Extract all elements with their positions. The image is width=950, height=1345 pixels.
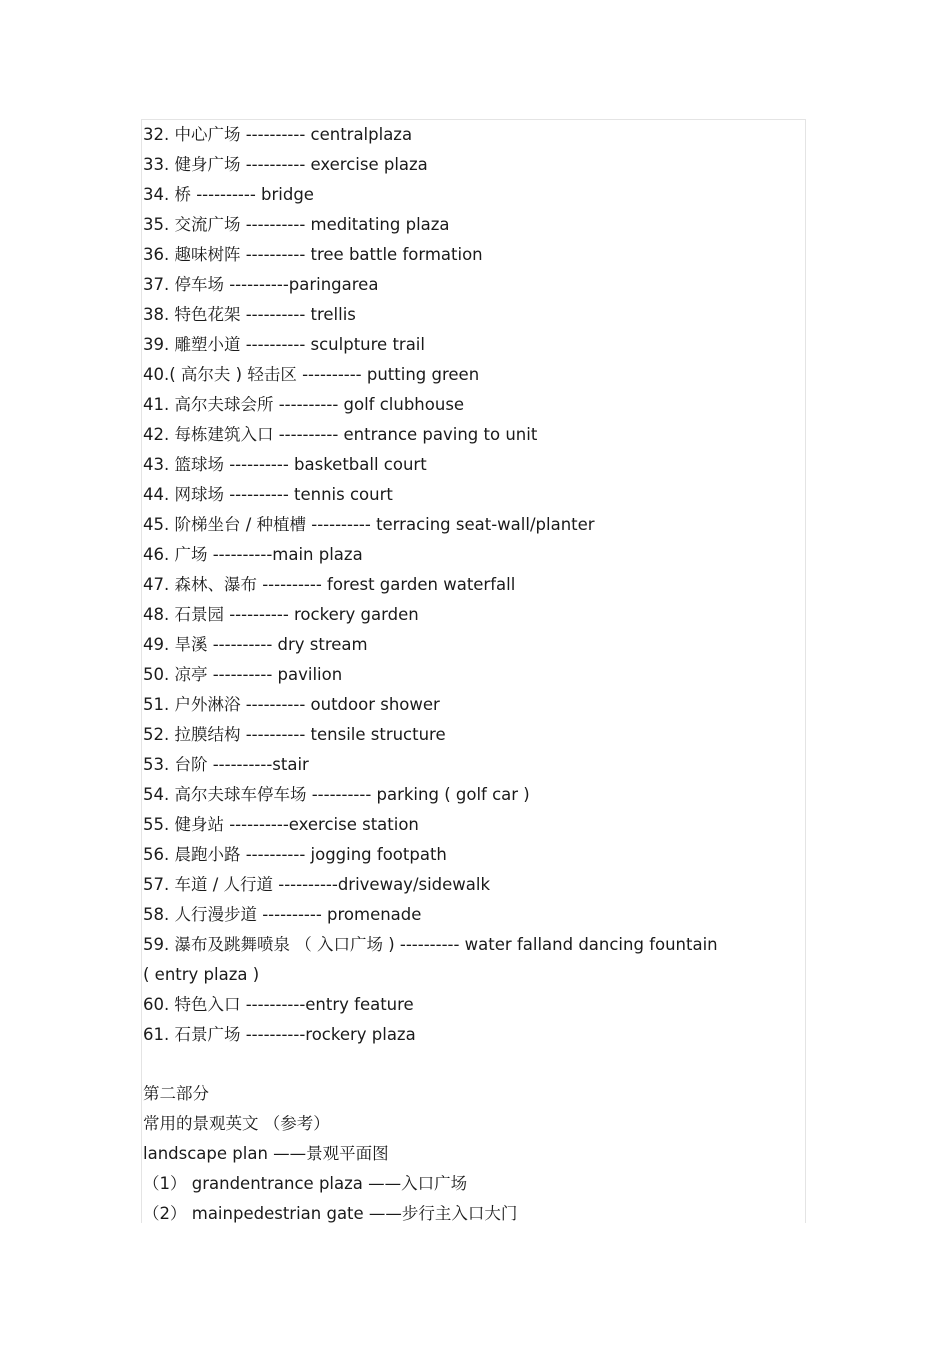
glossary-item-50: 50. 凉亭 ---------- pavilion — [143, 665, 343, 684]
glossary-item-34: 34. 桥 ---------- bridge — [143, 185, 314, 204]
section-subheading: 常用的景观英文 （参考） — [143, 1114, 330, 1133]
glossary-item-49: 49. 旱溪 ---------- dry stream — [143, 635, 368, 654]
glossary-item-35: 35. 交流广场 ---------- meditating plaza — [143, 215, 450, 234]
document-body — [143, 120, 783, 1229]
glossary-item-39: 39. 雕塑小道 ---------- sculpture trail — [143, 335, 425, 354]
glossary-item-59-continued: ( entry plaza ) — [143, 965, 260, 984]
glossary-item-59: 59. 瀑布及跳舞喷泉 （ 入口广场 ) ---------- water falland dancing fountain — [143, 935, 718, 954]
glossary-item-37: 37. 停车场 ----------paringarea — [143, 275, 379, 294]
section-gap — [143, 1050, 783, 1079]
plan-item-2: （2） mainpedestrian gate ——步行主入口大门 — [143, 1204, 518, 1223]
glossary-item-55: 55. 健身站 ----------exercise station — [143, 815, 419, 834]
glossary-item-46: 46. 广场 ----------main plaza — [143, 545, 363, 564]
glossary-item-36: 36. 趣味树阵 ---------- tree battle formation — [143, 245, 483, 264]
glossary-item-45: 45. 阶梯坐台 / 种植槽 ---------- terracing seat-wall/planter — [143, 515, 595, 534]
glossary-item-52: 52. 拉膜结构 ---------- tensile structure — [143, 725, 446, 744]
glossary-item-54: 54. 高尔夫球车停车场 ---------- parking ( golf car ) — [143, 785, 530, 804]
glossary-item-53: 53. 台阶 ----------stair — [143, 755, 309, 774]
glossary-item-61: 61. 石景广场 ----------rockery plaza — [143, 1025, 416, 1044]
glossary-item-47: 47. 森林、瀑布 ---------- forest garden waterfall — [143, 575, 516, 594]
glossary-item-48: 48. 石景园 ---------- rockery garden — [143, 605, 419, 624]
plan-item-1: （1） grandentrance plaza ——入口广场 — [143, 1174, 468, 1193]
glossary-item-38: 38. 特色花架 ---------- trellis — [143, 305, 356, 324]
glossary-item-42: 42. 每栋建筑入口 ---------- entrance paving to unit — [143, 425, 538, 444]
glossary-list — [143, 120, 783, 1050]
part-two-section — [143, 1079, 783, 1229]
glossary-item-57: 57. 车道 / 人行道 ----------driveway/sidewalk — [143, 875, 491, 894]
glossary-item-41: 41. 高尔夫球会所 ---------- golf clubhouse — [143, 395, 465, 414]
glossary-item-58: 58. 人行漫步道 ---------- promenade — [143, 905, 422, 924]
glossary-item-60: 60. 特色入口 ----------entry feature — [143, 995, 414, 1014]
plan-title: landscape plan ——景观平面图 — [143, 1144, 389, 1163]
section-heading: 第二部分 — [143, 1084, 209, 1103]
glossary-item-32: 32. 中心广场 ---------- centralplaza — [143, 125, 413, 144]
glossary-item-40: 40.( 高尔夫 ) 轻击区 ---------- putting green — [143, 365, 480, 384]
glossary-item-51: 51. 户外淋浴 ---------- outdoor shower — [143, 695, 440, 714]
glossary-item-43: 43. 篮球场 ---------- basketball court — [143, 455, 427, 474]
glossary-item-33: 33. 健身广场 ---------- exercise plaza — [143, 155, 428, 174]
glossary-item-44: 44. 网球场 ---------- tennis court — [143, 485, 393, 504]
glossary-item-56: 56. 晨跑小路 ---------- jogging footpath — [143, 845, 447, 864]
